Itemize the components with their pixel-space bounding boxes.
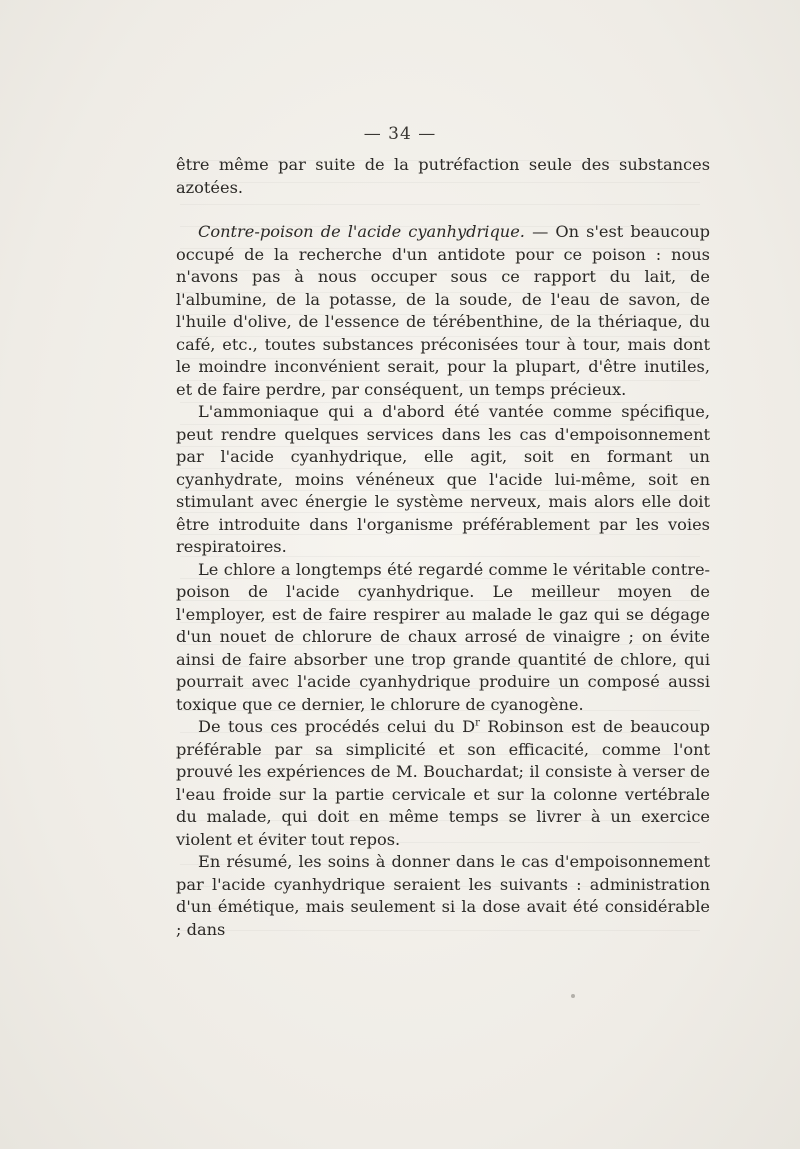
paragraph-contre-poison bbox=[176, 221, 710, 401]
paragraph-chlore: Le chlore a longtemps été regardé comme le véritable contre-poison de l'acide cyanhydrique. Le meilleur moyen de l'employer, est de faire respirer au malade le gaz qui se dégage d'un nouet de chlorure de chaux arrosé de vinaigre ; on évite ainsi de faire absorber une trop grande quantité de chlore, qui pourrait avec l'acide cyanhydrique produire un composé aussi toxique que ce dernier, le chlorure de cyanogène. bbox=[176, 559, 710, 714]
paragraph-text: Robinson est de beaucoup préférable par sa simplicité et son efficacité, comme l'ont prouvé les expériences de M. Bouchardat; il consiste à verser de l'eau froide sur la partie cervicale et sur la colonne vertébrale du malade, qui doit en même temps se livrer à un exercice violent et éviter tout repos. bbox=[176, 717, 710, 849]
paragraph-resume: En résumé, les soins à donner dans le cas d'empoisonnement par l'acide cyanhydrique seraient les suivants : administration d'un émétique, mais seulement si la dose avait été considérable ; dans bbox=[176, 852, 710, 939]
page-number: — 34 — bbox=[363, 124, 437, 144]
paragraph-text: De tous ces procédés celui du D bbox=[198, 717, 476, 736]
paragraph-text: — On s'est beaucoup occupé de la recherche d'un antidote pour ce poison : nous n'avons pas à nous occuper sous ce rapport du lait, de l'albumine, de la potasse, de la soude, de l'eau de savon, de l'huile d'olive, de l'essence de térébenthine, de la thériaque, du café, etc., toutes substances préconisées tour à tour, mais dont le moindre inconvénient serait, pour la plupart, d'être inutiles, et de faire perdre, par conséquent, un temps précieux. bbox=[176, 222, 711, 399]
paragraph-robinson bbox=[176, 716, 710, 851]
paper-speck bbox=[571, 994, 575, 998]
superscript: r bbox=[475, 717, 480, 729]
body-text bbox=[176, 154, 710, 941]
paragraph-continuation: être même par suite de la putréfaction seule des substances azotées. bbox=[176, 155, 710, 197]
paragraph-ammoniaque: L'ammoniaque qui a d'abord été vantée comme spécifique, peut rendre quelques services dans les cas d'empoisonnement par l'acide cyanhydrique, elle agit, soit en formant un cyanhydrate, moins vénéneux que l'acide lui-même, soit en stimulant avec énergie le système nerveux, mais alors elle doit être introduite dans l'organisme préférablement par les voies respiratoires. bbox=[176, 402, 710, 556]
section-heading-inline: Contre-poison de l'acide cyanhydrique. bbox=[198, 222, 525, 241]
